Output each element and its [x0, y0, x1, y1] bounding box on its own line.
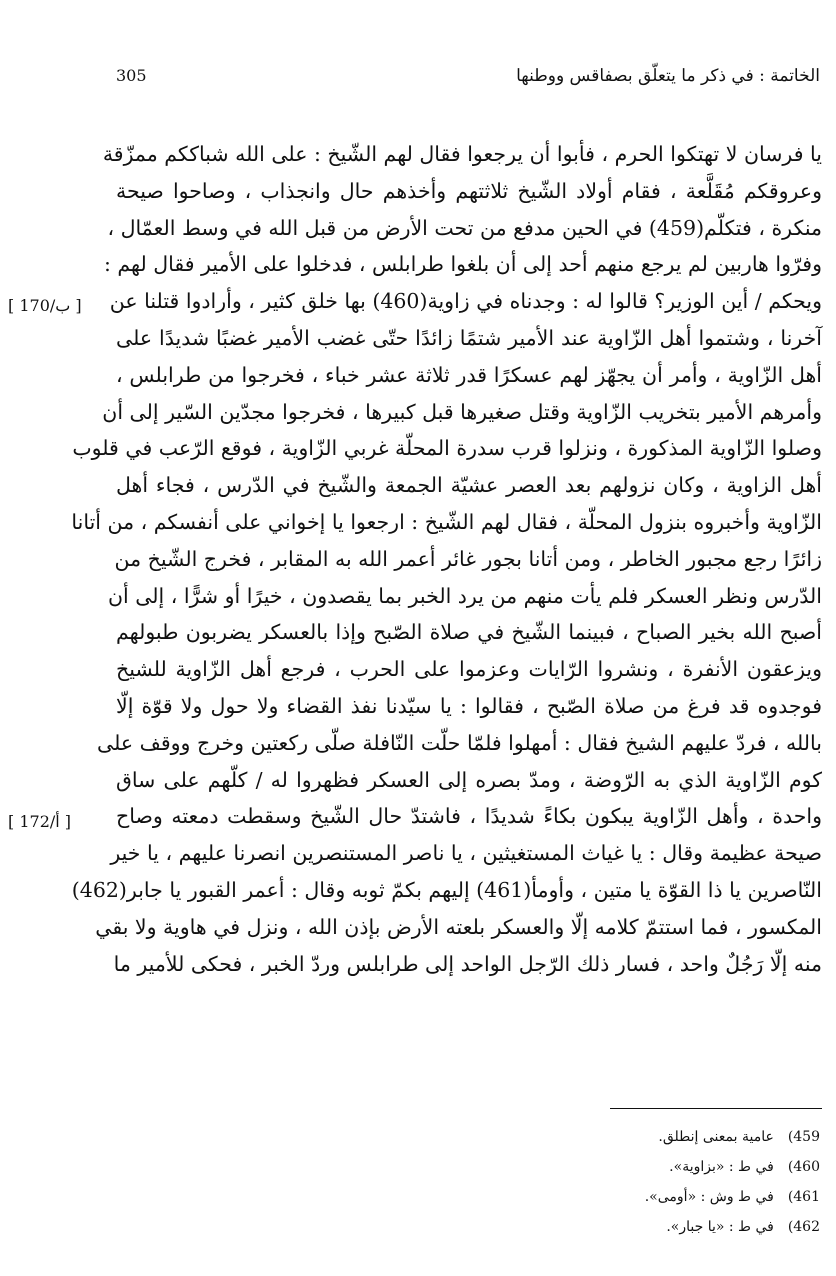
- text-line: صيحة عظيمة وقال : يا غياث المستغيثين ، يا ناصر المستنصرين انصرنا عليهم ، يا خير: [110, 841, 822, 866]
- footnote: [520, 1122, 820, 1152]
- folio-marker-172a: [ 172/أ ]: [8, 812, 72, 831]
- text-line: أصبح الله بخير الصباح ، فبينما الشّيخ في صلاة الصّبح وإذا بالعسكر يضربون طبولهم: [116, 620, 822, 645]
- text-line: منكرة ، فتكلّم(459) في الحين مدفع من تحت الأرض من قبل الله في وسط العمّال ،: [107, 215, 822, 240]
- text-line: المكسور ، فما استتمّ كلامه إلّا والعسكر بلعته الأرض بإذن الله ، ونزل في هاوية ولا بقي: [95, 914, 822, 939]
- footnote-text: في ط : «يا جبار».: [666, 1219, 774, 1235]
- footnote: [520, 1182, 820, 1212]
- text-line: فوجدوه قد فرغ من صلاة الصّبح ، فقالوا : يا سيّدنا نفذ القضاء ولا حول ولا قوّة إلّا: [116, 693, 822, 718]
- text-line: ويزعقون الأنفرة ، ونشروا الرّايات وعزموا على الحرب ، فرجع أهل الزّاوية للشيخ: [116, 657, 822, 682]
- footnote-separator: [610, 1108, 822, 1109]
- text-line: كوم الزّاوية الذي به الرّوضة ، ومدّ بصره إلى العسكر فظهروا له / كلّهم على ساق: [116, 767, 822, 792]
- text-line: النّاصرين يا ذا القوّة يا متين ، وأومأ(461) إليهم بكمّ ثوبه وقال : أعمر القبور يا جابر(462): [71, 877, 822, 902]
- footnote: [520, 1152, 820, 1182]
- text-line: منه إلّا رَجُلٌ واحد ، فسار ذلك الرّجل الواحد إلى طرابلس وردّ الخبر ، فحكى للأمير ما: [113, 951, 822, 976]
- text-line: الدّرس ونظر العسكر فلم يأت منهم من يرد الخبر بما يقصدون ، خيرًا أو شرًّا ، إلى أن: [107, 583, 822, 608]
- text-line: زائرًا رجع مجبور الخاطر ، ومن أتانا بجور غائر أعمر الله به المقابر ، فخرج الشّيخ من: [114, 546, 822, 571]
- text-line: يا فرسان لا تهتكوا الحرم ، فأبوا أن يرجعوا فقال لهم الشّيخ : على الله شباككم ممزّقة: [102, 142, 822, 166]
- text-line: وفرّوا هاربين لم يرجع منهم أحد إلى أن بلغوا طرابلس ، فدخلوا على الأمير فقال لهم :: [103, 252, 822, 277]
- footnote-text: في ط : «بزاوية».: [669, 1159, 774, 1175]
- footnote: [520, 1212, 820, 1242]
- text-line: بالله ، فردّ عليهم الشيخ فقال : أمهلوا فلمّا حلّت النّافلة صلّى ركعتين وخرج ووقف على: [96, 730, 822, 755]
- text-line: آخرنا ، وشتموا أهل الزّاوية عند الأمير شتمًا زائدًا حتّى غضب الأمير غضبًا شديدًا على: [116, 325, 822, 350]
- footnote-number: (459: [787, 1129, 820, 1145]
- text-line: ويحكم / أين الوزير؟ قالوا له : وجدناه في زاوية(460) بها خلق كثير ، وأرادوا قتلنا عن: [109, 289, 822, 314]
- text-line: وصلوا الزّاوية المذكورة ، ونزلوا قرب سدرة المحلّة غربي الزّاوية ، فوقع الرّعب في قلوب: [72, 436, 822, 461]
- text-line: واحدة ، وأهل الزّاوية يبكون بكاءً شديدًا ، فاشتدّ حال الشّيخ وسقطت دمعته وصاح: [116, 804, 822, 829]
- text-line: الزّاوية وأخبروه بنزول المحلّة ، فقال لهم الشّيخ : ارجعوا يا إخواني على أنفسكم ، من أتانا: [71, 509, 822, 534]
- footnote-number: (460: [787, 1159, 820, 1175]
- footnote-number: (461: [787, 1189, 820, 1205]
- footnote-text: عامية بمعنى إنطلق.: [658, 1129, 774, 1145]
- footnote-text: في ط وش : «أومى».: [644, 1189, 774, 1205]
- text-line: وعروقكم مُقَلَّعة ، فقام أولاد الشّيخ ثلاثتهم وأخذهم حال وانجذاب ، وصاحوا صيحة: [116, 178, 822, 203]
- footnotes: [520, 1122, 820, 1242]
- text-line: أهل الزاوية ، وكان نزولهم بعد العصر عشيّة الجمعة والشّيخ في الدّرس ، فجاء أهل: [116, 473, 822, 498]
- text-line: أهل الزّاوية ، وأمر أن يجهّز لهم عسكرًا قدر ثلاثة عشر خباء ، فخرجوا من طرابلس ،: [116, 362, 822, 387]
- folio-marker-170b: [ 170/ب ]: [8, 296, 82, 315]
- main-text-block: [71, 136, 822, 982]
- footnote-number: (462: [787, 1219, 820, 1235]
- text-line: وأمرهم الأمير بتخريب الزّاوية وقتل صغيرها قبل كبيرها ، فخرجوا مجدّين السّير إلى أن: [102, 399, 822, 424]
- page-number: 305: [116, 66, 147, 85]
- running-title: الخاتمة : في ذكر ما يتعلّق بصفاقس ووطنها: [516, 66, 820, 86]
